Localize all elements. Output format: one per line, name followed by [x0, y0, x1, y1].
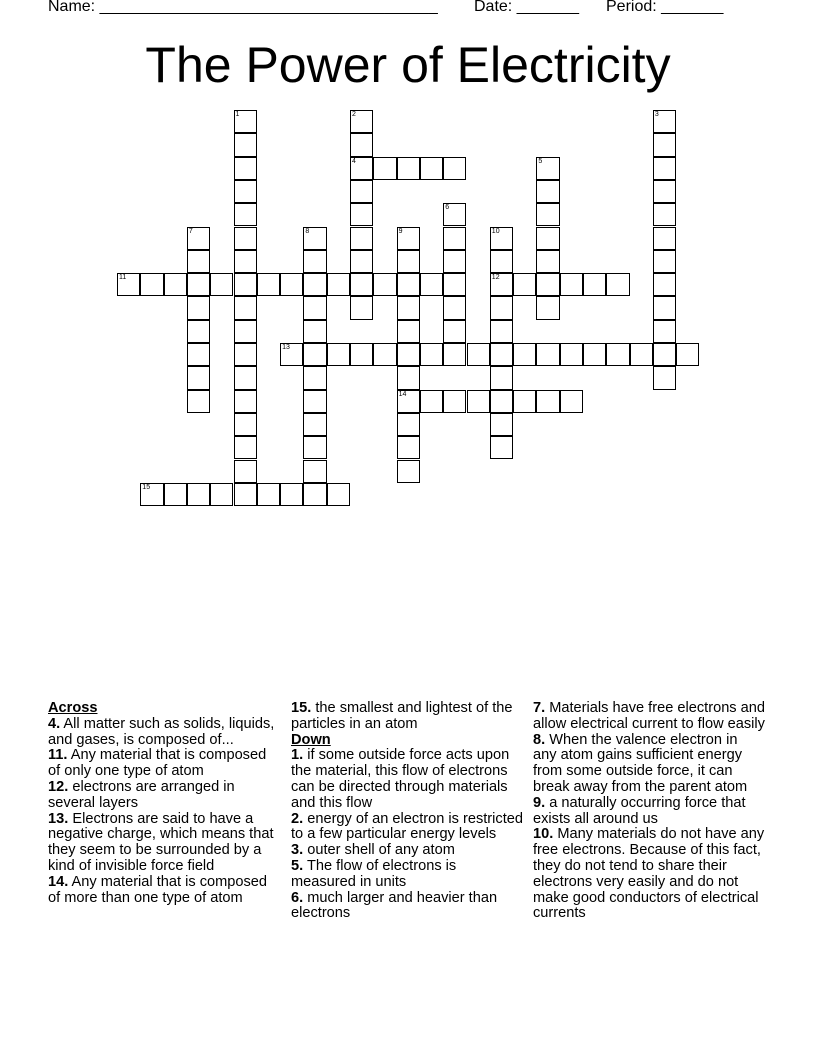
crossword-cell[interactable] — [187, 227, 210, 250]
crossword-cell[interactable] — [653, 273, 676, 296]
clue-number: 2. — [291, 810, 304, 827]
crossword-cell[interactable] — [443, 157, 466, 180]
crossword-cell[interactable] — [234, 296, 257, 319]
crossword-cell[interactable] — [303, 413, 326, 436]
clue-number: 15. — [291, 700, 312, 716]
across-heading: Across — [48, 700, 98, 716]
crossword-cell[interactable] — [560, 390, 583, 413]
crossword-cell[interactable] — [234, 203, 257, 226]
clues-column-1 — [48, 701, 280, 906]
crossword-cell[interactable] — [234, 133, 257, 156]
clue-down-3 — [291, 843, 523, 859]
clue-number-label: 10 — [491, 227, 500, 235]
crossword-cell[interactable] — [234, 157, 257, 180]
crossword-grid — [0, 0, 816, 520]
name-field-label: Name: ______________________________________ — [48, 0, 438, 15]
crossword-cell[interactable] — [653, 343, 676, 366]
crossword-cell[interactable] — [490, 436, 513, 459]
crossword-cell[interactable] — [490, 273, 513, 296]
crossword-cell[interactable] — [536, 296, 559, 319]
crossword-cell[interactable] — [490, 320, 513, 343]
crossword-cell[interactable] — [536, 390, 559, 413]
crossword-cell[interactable] — [210, 483, 233, 506]
down-heading: Down — [291, 731, 331, 748]
crossword-cell[interactable] — [373, 343, 396, 366]
crossword-cell[interactable] — [280, 343, 303, 366]
clue-text: Materials have free electrons and allow electrical current to flow easily — [533, 700, 766, 732]
crossword-cell[interactable] — [303, 343, 326, 366]
crossword-cell[interactable] — [420, 273, 443, 296]
clue-text: When the valence electron in any atom gains sufficient energy from some outside force, it can break away from the parent atom — [533, 731, 748, 795]
clue-number-label: 2 — [352, 111, 356, 118]
crossword-cell[interactable] — [397, 250, 420, 273]
crossword-cell[interactable] — [397, 273, 420, 296]
crossword-cell[interactable] — [164, 483, 187, 506]
crossword-cell[interactable] — [187, 250, 210, 273]
crossword-cell[interactable] — [397, 413, 420, 436]
crossword-cell[interactable] — [443, 390, 466, 413]
crossword-cell[interactable] — [397, 366, 420, 389]
clue-text: Any material that is composed of more than one type of atom — [48, 873, 268, 906]
crossword-cell[interactable] — [490, 250, 513, 273]
crossword-cell[interactable] — [187, 273, 210, 296]
clue-text: if some outside force acts upon the material, this flow of electrons can be directed through materials and this flow — [291, 747, 510, 811]
crossword-cell[interactable] — [327, 273, 350, 296]
crossword-cell[interactable] — [257, 273, 280, 296]
crossword-cell[interactable] — [653, 320, 676, 343]
crossword-cell[interactable] — [234, 320, 257, 343]
clue-number-label: 15 — [142, 483, 151, 491]
crossword-cell[interactable] — [234, 460, 257, 483]
crossword-cell[interactable] — [303, 273, 326, 296]
crossword-cell[interactable] — [303, 250, 326, 273]
crossword-cell[interactable] — [234, 483, 257, 506]
clue-down-6 — [291, 891, 523, 923]
crossword-cell[interactable] — [397, 320, 420, 343]
clue-number-label: 6 — [445, 204, 450, 212]
crossword-cell[interactable] — [303, 296, 326, 319]
clue-number-label: 9 — [398, 227, 403, 235]
clue-text: a naturally occurring force that exists all around us — [533, 794, 746, 827]
clue-text: All matter such as solids, liquids, and gases, is composed of... — [48, 715, 275, 748]
clue-number: 1. — [291, 747, 304, 764]
clue-down-2 — [291, 812, 523, 844]
clue-down-7 — [533, 701, 765, 733]
date-field-label: Date: _______ — [474, 0, 579, 15]
crossword-cell[interactable] — [350, 110, 373, 133]
crossword-cell[interactable] — [187, 390, 210, 413]
crossword-cell[interactable] — [490, 413, 513, 436]
clue-number-label: 4 — [352, 157, 356, 165]
crossword-cell[interactable] — [350, 133, 373, 156]
crossword-cell[interactable] — [303, 227, 326, 250]
crossword-cell[interactable] — [490, 296, 513, 319]
crossword-cell[interactable] — [303, 436, 326, 459]
clues-section — [48, 701, 778, 1001]
clue-across-4 — [48, 717, 280, 749]
clue-number: 12. — [48, 778, 69, 795]
crossword-cell[interactable] — [443, 227, 466, 250]
crossword-cell[interactable] — [187, 320, 210, 343]
clue-number: 10. — [533, 826, 554, 843]
crossword-cell[interactable] — [467, 390, 490, 413]
clue-number: 4. — [48, 715, 61, 732]
clue-number-label: 5 — [538, 157, 543, 165]
crossword-cell[interactable] — [653, 133, 676, 156]
crossword-cell[interactable] — [536, 203, 559, 226]
clue-text: Electrons are said to have a negative charge, which means that they seem to be surrounded by a kind of invisible force field — [48, 810, 274, 874]
crossword-cell[interactable] — [303, 366, 326, 389]
clue-down-1 — [291, 748, 523, 811]
crossword-cell[interactable] — [397, 436, 420, 459]
clues-column-2 — [291, 701, 523, 922]
crossword-cell[interactable] — [327, 343, 350, 366]
crossword-cell[interactable] — [373, 157, 396, 180]
crossword-cell[interactable] — [303, 483, 326, 506]
crossword-cell[interactable] — [303, 460, 326, 483]
crossword-cell[interactable] — [583, 343, 606, 366]
crossword-cell[interactable] — [443, 343, 466, 366]
crossword-cell[interactable] — [536, 273, 559, 296]
clue-number: 7. — [533, 700, 546, 716]
crossword-cell[interactable] — [187, 296, 210, 319]
crossword-cell[interactable] — [280, 273, 303, 296]
clue-number-label: 11 — [119, 274, 127, 282]
crossword-cell[interactable] — [490, 343, 513, 366]
crossword-cell[interactable] — [536, 157, 559, 180]
clue-text: the smallest and lightest of the particles in an atom — [291, 700, 513, 732]
clue-text: outer shell of any atom — [303, 842, 455, 859]
crossword-cell[interactable] — [234, 343, 257, 366]
crossword-cell[interactable] — [373, 273, 396, 296]
crossword-cell[interactable] — [490, 227, 513, 250]
clue-text: Many materials do not have any free electrons. Because of this fact, they do not tend to share their electrons very easily and do not make good conductors of electrical currents — [533, 826, 765, 922]
clue-number-label: 1 — [235, 111, 240, 118]
clue-down-10 — [533, 827, 765, 922]
clue-text: The flow of electrons is measured in units — [291, 857, 457, 890]
clue-across-14 — [48, 875, 280, 907]
crossword-cell[interactable] — [117, 273, 140, 296]
crossword-cell[interactable] — [420, 157, 443, 180]
clue-number-label: 14 — [398, 390, 407, 398]
crossword-cell[interactable] — [443, 320, 466, 343]
crossword-cell[interactable] — [653, 250, 676, 273]
clue-number: 11. — [48, 747, 68, 764]
crossword-cell[interactable] — [397, 460, 420, 483]
clue-number: 3. — [291, 842, 304, 859]
crossword-cell[interactable] — [397, 227, 420, 250]
crossword-cell[interactable] — [234, 180, 257, 203]
crossword-cell[interactable] — [234, 110, 257, 133]
crossword-cell[interactable] — [234, 273, 257, 296]
crossword-cell[interactable] — [397, 296, 420, 319]
crossword-cell[interactable] — [443, 250, 466, 273]
crossword-cell[interactable] — [187, 483, 210, 506]
crossword-cell[interactable] — [630, 343, 653, 366]
clue-down-5 — [291, 859, 523, 891]
crossword-cell[interactable] — [676, 343, 699, 366]
crossword-cell[interactable] — [327, 483, 350, 506]
clue-text: Any material that is composed of only one type of atom — [48, 747, 267, 780]
crossword-cell[interactable] — [234, 413, 257, 436]
crossword-cell[interactable] — [653, 203, 676, 226]
crossword-cell[interactable] — [443, 203, 466, 226]
crossword-cell[interactable] — [210, 273, 233, 296]
crossword-cell[interactable] — [234, 250, 257, 273]
crossword-cell[interactable] — [397, 343, 420, 366]
crossword-cell[interactable] — [536, 227, 559, 250]
crossword-cell[interactable] — [490, 390, 513, 413]
crossword-cell[interactable] — [303, 390, 326, 413]
crossword-cell[interactable] — [187, 343, 210, 366]
crossword-cell[interactable] — [350, 296, 373, 319]
crossword-cell[interactable] — [350, 157, 373, 180]
page-title: The Power of Electricity — [145, 37, 671, 93]
clue-number-label: 7 — [188, 227, 193, 235]
clue-text: electrons are arranged in several layers — [48, 778, 235, 811]
clue-number: 9. — [533, 794, 546, 811]
clue-across-12 — [48, 780, 280, 812]
clue-number-label: 8 — [305, 227, 310, 235]
crossword-cell[interactable] — [467, 343, 490, 366]
clue-number: 6. — [291, 889, 304, 906]
crossword-cell[interactable] — [257, 483, 280, 506]
clue-number: 14. — [48, 873, 69, 890]
crossword-cell[interactable] — [560, 273, 583, 296]
crossword-cell[interactable] — [513, 390, 536, 413]
crossword-cell[interactable] — [513, 343, 536, 366]
crossword-cell[interactable] — [234, 227, 257, 250]
crossword-cell[interactable] — [234, 366, 257, 389]
clue-down-9 — [533, 796, 765, 828]
crossword-cell[interactable] — [280, 483, 303, 506]
crossword-cell[interactable] — [443, 273, 466, 296]
crossword-cell[interactable] — [350, 227, 373, 250]
clues-column-3 — [533, 701, 765, 922]
clue-text: energy of an electron is restricted to a few particular energy levels — [291, 810, 523, 843]
clue-number: 5. — [291, 857, 304, 874]
clue-text: much larger and heavier than electrons — [291, 889, 498, 922]
crossword-cell[interactable] — [234, 436, 257, 459]
crossword-cell[interactable] — [443, 296, 466, 319]
crossword-cell[interactable] — [350, 343, 373, 366]
crossword-cell[interactable] — [653, 366, 676, 389]
crossword-cell[interactable] — [536, 250, 559, 273]
crossword-cell[interactable] — [350, 273, 373, 296]
crossword-cell[interactable] — [303, 320, 326, 343]
crossword-cell[interactable] — [420, 343, 443, 366]
crossword-cell[interactable] — [606, 273, 629, 296]
clue-number: 8. — [533, 731, 546, 748]
crossword-cell[interactable] — [140, 273, 163, 296]
crossword-cell[interactable] — [653, 157, 676, 180]
crossword-cell[interactable] — [397, 390, 420, 413]
crossword-cell[interactable] — [350, 180, 373, 203]
crossword-cell[interactable] — [490, 366, 513, 389]
crossword-cell[interactable] — [234, 390, 257, 413]
period-field-label: Period: _______ — [606, 0, 724, 15]
crossword-cell[interactable] — [350, 203, 373, 226]
crossword-cell[interactable] — [583, 273, 606, 296]
crossword-cell[interactable] — [536, 180, 559, 203]
crossword-cell[interactable] — [536, 343, 559, 366]
crossword-cell[interactable] — [653, 110, 676, 133]
clue-down-8 — [533, 733, 765, 796]
crossword-cell[interactable] — [164, 273, 187, 296]
clue-number-label: 3 — [654, 111, 659, 118]
clue-number: 13. — [48, 810, 69, 827]
crossword-cell[interactable] — [420, 390, 443, 413]
clue-across-15 — [291, 701, 523, 733]
crossword-cell[interactable] — [653, 296, 676, 319]
clue-number-label: 12 — [491, 274, 500, 282]
crossword-cell[interactable] — [350, 250, 373, 273]
crossword-cell[interactable] — [606, 343, 629, 366]
crossword-cell[interactable] — [560, 343, 583, 366]
crossword-cell[interactable] — [397, 157, 420, 180]
crossword-cell[interactable] — [653, 180, 676, 203]
crossword-cell[interactable] — [653, 227, 676, 250]
crossword-cell[interactable] — [187, 366, 210, 389]
clue-across-13 — [48, 812, 280, 875]
crossword-cell[interactable] — [513, 273, 536, 296]
crossword-cell[interactable] — [140, 483, 163, 506]
clue-number-label: 13 — [282, 344, 290, 351]
clue-across-11 — [48, 748, 280, 780]
